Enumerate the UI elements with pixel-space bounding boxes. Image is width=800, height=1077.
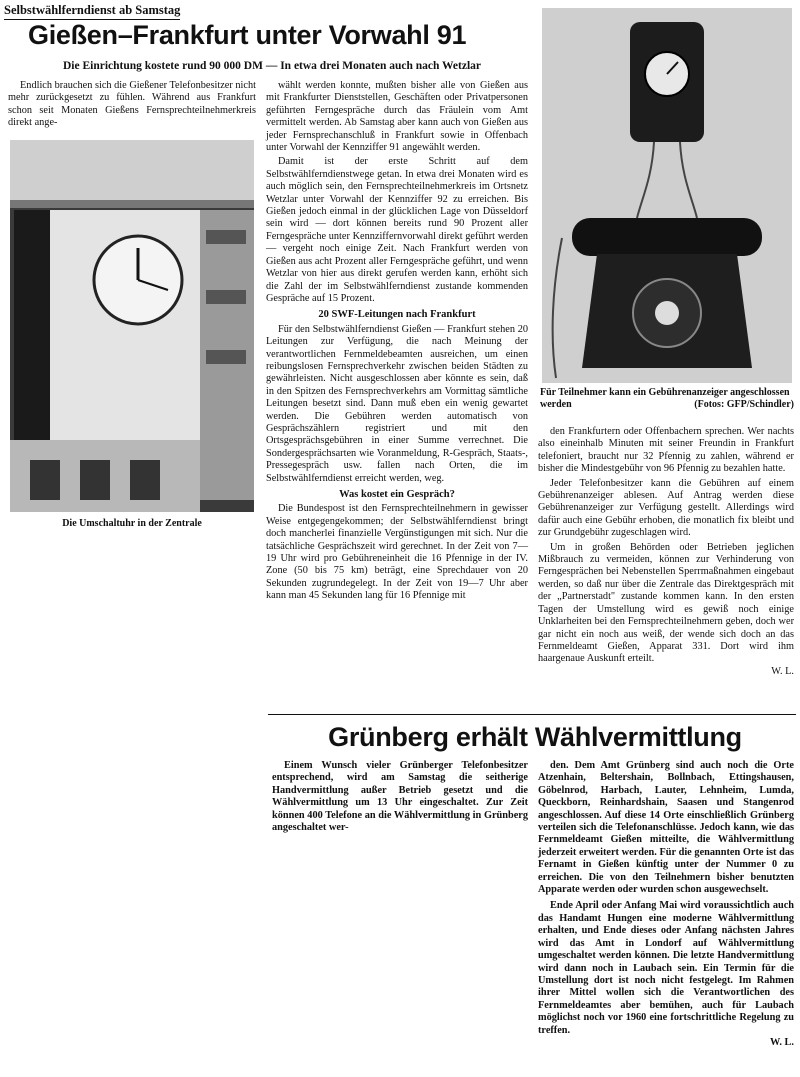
col3-signature: W. L. bbox=[771, 665, 794, 677]
photo-credit: (Fotos: GFP/Schindler) bbox=[694, 399, 794, 410]
intro-paragraph: Endlich brauchen sich die Gießener Telefonbesitzer nicht mehr zurückgesetzt zu fühlen. Während aus Frankfurt schon seit Monaten Gießens Fernsprechteilnehmerkreis direkt ange- bbox=[8, 80, 256, 129]
col2-paragraph-3: Für den Selbstwählferndienst Gießen — Frankfurt stehen 20 Leitungen zur Verfügung, die nach Meinung der verantwortlichen Fernmeldebeamten ausreichen, um einen reibungslosen Fernsprechverkehr zwischen beiden Städten zu gewährleisten. Nicht ausgeschlossen aber könnte es sein, daß in den Spitzen des Fernsprechverkehrs am Vormittag sämtliche Leitungen besetzt sind. Dann muß eben ein wenig gewartet werden. Die Gebühren werden automatisch von Gesprächszählern registriert und mit den Ortsgesprächsgebühren in einer Summe verrechnet. Die Sondergesprächsarten wie Voranmeldung, R-Gespräch, Staats-, Pressegespräch usw. fallen nach Orten, die im Selbstwählferndienst erreicht werden, weg. bbox=[266, 323, 528, 484]
col3-paragraph-2: Jeder Telefonbesitzer kann die Gebühren auf einem Gebührenanzeiger ablesen. Auf Antrag werden diese Gebührenanzeiger zur Verfügung gestellt. Allerdings wird dafür auch eine Gebühr erhoben, die monatlich fix bleibt und zur Grundgebühr zugeschlagen wird. bbox=[538, 477, 794, 539]
photo-left-caption: Die Umschaltuhr in der Zentrale bbox=[62, 518, 202, 529]
col2-paragraph-1: wählt werden konnte, mußten bisher alle von Gießen aus mit Frankfurter Dienststellen, Geschäften oder Privatpersonen geführten Ferngespräche durch das Fräulein vom Amt vermittelt werden. Ab Samstag aber kann auch von Gießen aus jeder Fernsprechanschluß in Frankfurt sowie in Offenbach unter Vorwahl der Kennziffer 91 angewählt werden. bbox=[266, 80, 528, 154]
article-column-1 bbox=[8, 80, 256, 130]
col3-paragraph-3: Um in großen Behörden oder Betrieben jeglichen Mißbrauch zu vermeiden, können zur Verhinderung von Ferngesprächen bei Nebenstellen Sperrmaßnahmen eingebaut werden, so daß nur über die Zentrale das Direktgespräch mit der „Partnerstadt" zustande kommen kann. In den ersten Tagen der Umstellung wird es gewiß noch einige Unklarheiten bei den Fernsprechteilnehmern geben, doch wer gar nicht ein noch aus weiß, der wende sich doch an das Fernmeldeamt Gießen, Apparat 331. Dort wird ihm haargenaue Auskunft erteilt. bbox=[538, 541, 794, 665]
article2-headline: Grünberg erhält Wählvermittlung bbox=[328, 722, 742, 752]
article-column-3 bbox=[538, 426, 794, 678]
article-column-2 bbox=[266, 80, 528, 603]
subheading-call-cost: Was kostet ein Gespräch? bbox=[339, 489, 455, 500]
article2-paragraph-1: Einem Wunsch vieler Grünberger Telefonbesitzer entsprechend, wird am Samstag die seitherige Handvermittlung außer Betrieb gesetzt und die Wählvermittlung um 13 Uhr eingeschaltet. Zur Zeit können 400 Telefone an die Wählvermittlung in Grünberg angeschaltet wer- bbox=[272, 760, 528, 834]
article2-paragraph-2: den. Dem Amt Grünberg sind auch noch die Orte Atzenhain, Beltershain, Bollnbach, Ettingshausen, Göbelnrod, Harbach, Lauter, Lehnheim, Lumda, Queckborn, Reinhardshain, Saasen und Stangenrod angeschlossen. Auf diese 14 Orte einschließlich Grünberg verteilen sich die Telefonanschlüsse. Jedoch kann, wie das Fernmeldeamt Gießen mitteilte, die Wählvermittlung jederzeit erweitert werden. Für die genannten Orte ist das Fernamt in Gießen künftig unter der Nummer 0 zu erreichen. Die von den Teilnehmern bisher benutzten Apparate werden oder wurden schon ausgewechselt. bbox=[538, 760, 794, 896]
article2-signature: W. L. bbox=[770, 1036, 794, 1048]
article2-column-a bbox=[272, 760, 528, 834]
subheading-swf-lines: 20 SWF-Leitungen nach Frankfurt bbox=[318, 309, 476, 321]
col2-paragraph-2: Damit ist der erste Schritt auf dem Selbstwählferndienstwege getan. In etwa drei Monaten wird es auch möglich sein, den Fernsprechteilnehmerkreis im Ortsnetz Wetzlar unter Vorwahl der Kennziffer 92 zu erreichen. Bis Gießen jedoch einmal in der glücklichen Lage von Düsseldorf sein wird — dort können bereits rund 90 Prozent aller Ferngespräche unter Kennziffernvorwahl direkt geführt werden — vergeht noch einige Zeit. Nach Frankfurt werden von Gießen aus acht Prozent aller Ferngespräche geführt, und wenn Wetzlar von hier aus direkt gerufen werden kann, erhöht sich die Zahl der im Selbstwählferndienst zustande kommenden Gespräche auf 15 Prozent. bbox=[266, 156, 528, 304]
article-divider bbox=[268, 714, 796, 715]
article2-paragraph-3: Ende April oder Anfang Mai wird voraussichtlich auch das Handamt Hungen eine moderne Wählvermittlung erhalten, und Ende dieses oder Anfang nächsten Jahres wird das Amt in Londorf auf Wählvermittlung umgeschaltet werden können. Die letzte Handvermittlung wird dann noch in Laubach sein. Ein Termin für die Umstellung dort ist noch nicht festgelegt. Im Rahmen ihrer Mittel wollen sich die Verantwortlichen des Fernmeldeamtes aber bemühen, auch für Laubach möglichst noch vor 1960 eine fortschrittliche Regelung zu treffen. bbox=[538, 900, 794, 1036]
telephone-photo-illustration bbox=[542, 8, 792, 383]
photo-switching-clock bbox=[10, 140, 254, 512]
col3-paragraph-1: den Frankfurtern oder Offenbachern sprechen. Wer nachts also eineinhalb Minuten mit seiner Freundin in Frankfurt telefoniert, braucht nur 32 Pfennig zu zahlen, während er bisher die Mindestgebühr von 96 Pfennig zu bezahlen hatte. bbox=[538, 426, 794, 475]
photo-right-caption: Für Teilnehmer kann ein Gebührenanzeiger angeschlossen werden bbox=[540, 387, 790, 410]
clock-photo-illustration bbox=[10, 140, 254, 512]
photo-right-caption-block bbox=[540, 387, 794, 411]
kicker: Selbstwählferndienst ab Samstag bbox=[4, 3, 180, 20]
photo-telephone bbox=[542, 8, 792, 383]
headline: Gießen–Frankfurt unter Vorwahl 91 bbox=[28, 20, 467, 50]
article2-column-b bbox=[538, 760, 794, 1049]
subheadline: Die Einrichtung kostete rund 90 000 DM — In etwa drei Monaten auch nach Wetzlar bbox=[62, 60, 482, 72]
col2-paragraph-4: Die Bundespost ist den Fernsprechteilnehmern in gewisser Weise entgegengekommen; der Selbstwählferndienst bringt doch mancherlei finanzielle Vergünstigungen mit sich. Nur die tatsächliche Gesprächszeit wird gerechnet. In der Zeit von 7—19 Uhr wird pro Gebühreneinheit die 16 Pfennige in der IV. Zone (50 bis 75 km) beträgt, eine Sprechdauer von 20 Sekunden zugrundegelegt. In der Zeit von 19—7 Uhr aber kann man 45 Sekunden lang für 16 Pfennige mit bbox=[266, 503, 528, 602]
